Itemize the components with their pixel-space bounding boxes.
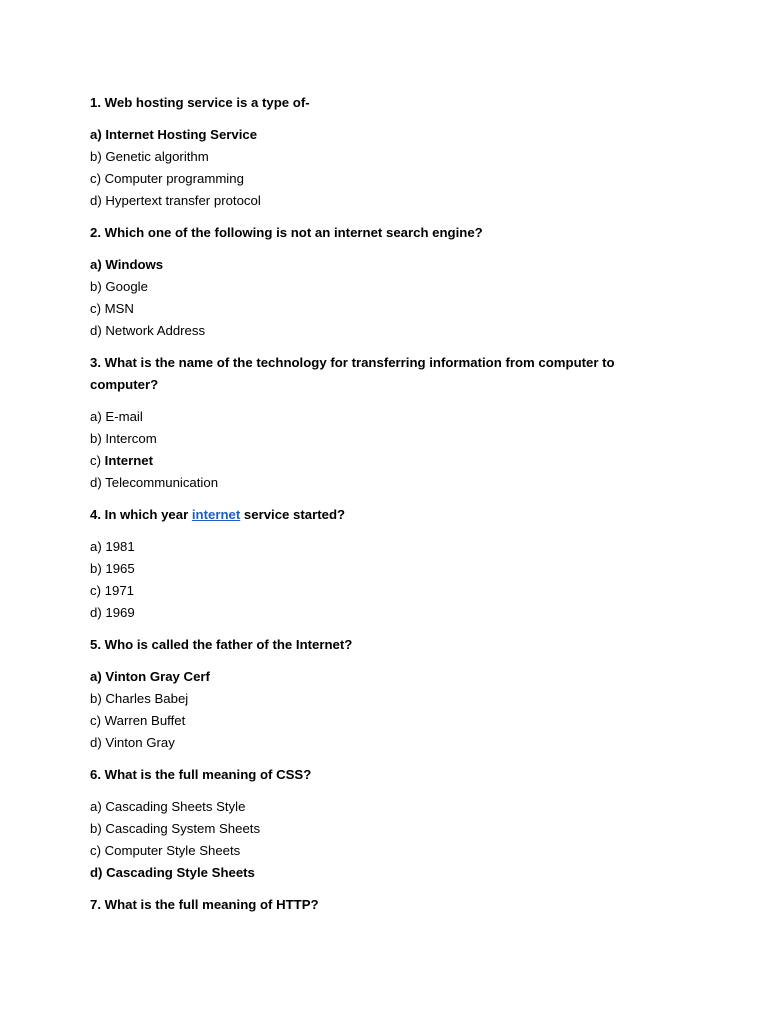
quiz-document xyxy=(90,92,650,926)
option-4d: d) 1969 xyxy=(90,605,135,620)
option-6d: d) Cascading Style Sheets xyxy=(90,865,255,880)
option-3c xyxy=(90,450,650,472)
question-1: 1. Web hosting service is a type of- xyxy=(90,95,310,110)
option-5c: c) Warren Buffet xyxy=(90,713,186,728)
option-6b: b) Cascading System Sheets xyxy=(90,821,261,836)
option-2a: a) Windows xyxy=(90,257,164,272)
question-5: 5. Who is called the father of the Internet? xyxy=(90,637,353,652)
option-5d: d) Vinton Gray xyxy=(90,735,175,750)
option-3b: b) Intercom xyxy=(90,431,157,446)
option-1d: d) Hypertext transfer protocol xyxy=(90,193,261,208)
question-3: 3. What is the name of the technology for transferring information from computer to computer? xyxy=(90,355,615,392)
option-1a: a) Internet Hosting Service xyxy=(90,127,258,142)
option-3a: a) E-mail xyxy=(90,409,143,424)
option-1b: b) Genetic algorithm xyxy=(90,149,209,164)
question-7: 7. What is the full meaning of HTTP? xyxy=(90,897,319,912)
option-6a: a) Cascading Sheets Style xyxy=(90,799,246,814)
option-2c: c) MSN xyxy=(90,301,134,316)
question-6: 6. What is the full meaning of CSS? xyxy=(90,767,312,782)
option-4c: c) 1971 xyxy=(90,583,134,598)
option-3c-answer: Internet xyxy=(104,453,154,468)
option-5b: b) Charles Babej xyxy=(90,691,189,706)
option-3c-prefix: c) xyxy=(90,453,105,468)
question-4-text-before: 4. In which year xyxy=(90,507,192,522)
options-6 xyxy=(90,796,650,884)
question-2: 2. Which one of the following is not an internet search engine? xyxy=(90,225,483,240)
options-2 xyxy=(90,254,650,342)
options-3 xyxy=(90,406,650,494)
option-5a: a) Vinton Gray Cerf xyxy=(90,669,210,684)
options-5 xyxy=(90,666,650,754)
option-4a: a) 1981 xyxy=(90,539,135,554)
option-2b: b) Google xyxy=(90,279,148,294)
option-6c: c) Computer Style Sheets xyxy=(90,843,241,858)
options-1 xyxy=(90,124,650,212)
internet-link[interactable]: internet xyxy=(191,507,241,522)
question-4-text-after: service started? xyxy=(240,507,346,522)
options-4 xyxy=(90,536,650,624)
question-4 xyxy=(90,504,650,526)
option-2d: d) Network Address xyxy=(90,323,206,338)
option-4b: b) 1965 xyxy=(90,561,135,576)
option-1c: c) Computer programming xyxy=(90,171,244,186)
option-3d: d) Telecommunication xyxy=(90,475,219,490)
